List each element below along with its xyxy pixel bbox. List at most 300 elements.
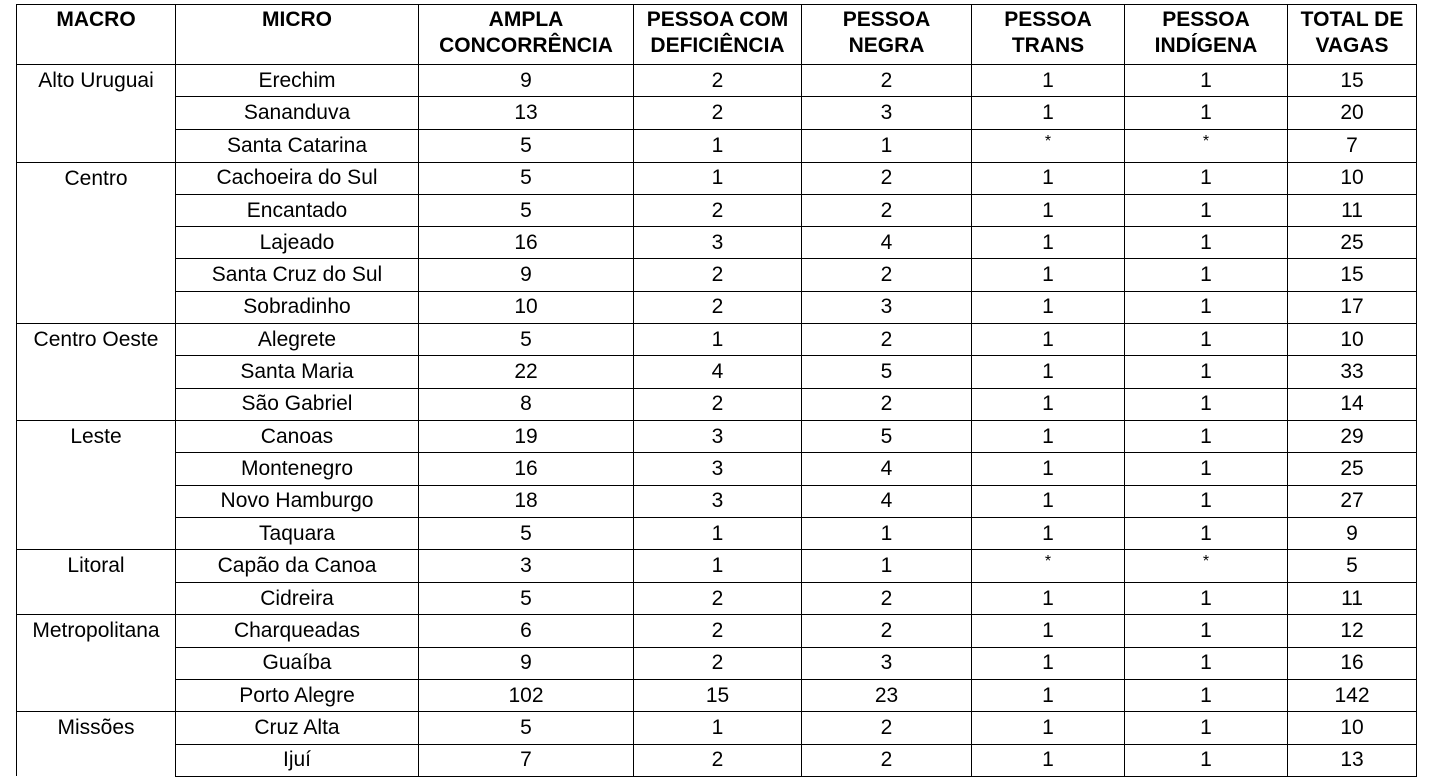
pcd-cell [634,550,802,583]
table-body [17,65,1417,777]
total-cell [1288,227,1417,259]
indigena-value: 1 [1200,651,1212,675]
pcd-value: 2 [711,295,724,319]
indigena-value: 1 [1200,715,1212,739]
indigena-value: 1 [1200,263,1212,287]
indigena-value: 1 [1200,456,1212,480]
ampla-value: 10 [514,295,538,319]
negra-cell [802,615,972,647]
total-cell [1288,485,1417,517]
total-value: 14 [1340,392,1364,416]
macro-cell: Alto Uruguai [17,65,176,163]
table-row [17,162,1417,194]
ampla-value: 16 [514,230,538,254]
total-cell [1288,744,1417,776]
micro-cell: Montenegro [176,453,419,485]
table-row [17,356,1417,388]
total-cell [1288,388,1417,420]
total-value: 10 [1340,327,1364,351]
ampla-value: 5 [520,715,532,739]
header-total-de-vagas: TOTAL DE VAGAS [1288,5,1417,65]
indigena-cell [1125,615,1288,647]
pcd-value: 3 [711,230,724,254]
ampla-value: 8 [520,392,532,416]
indigena-cell [1125,680,1288,712]
trans-value: 1 [1042,198,1054,222]
micro-cell: Ijuí [176,744,419,776]
ampla-cell [419,615,634,647]
indigena-value: * [1202,132,1210,150]
table-row [17,291,1417,323]
table-row [17,194,1417,226]
ampla-cell [419,517,634,549]
ampla-value: 18 [514,489,538,513]
total-value: 15 [1340,263,1364,287]
total-value: 12 [1340,619,1364,643]
macro-cell: Metropolitana [17,615,176,712]
vacancy-table [16,4,1417,777]
ampla-cell [419,680,634,712]
negra-cell [802,453,972,485]
micro-cell: Erechim [176,65,419,97]
total-cell [1288,65,1417,97]
total-cell [1288,647,1417,679]
trans-cell [972,420,1125,452]
total-value: 7 [1346,133,1358,157]
indigena-cell [1125,647,1288,679]
ampla-value: 22 [514,360,538,384]
negra-value: 2 [880,715,893,739]
pcd-value: 2 [711,263,724,287]
total-value: 13 [1340,748,1364,772]
indigena-value: 1 [1200,748,1212,772]
indigena-value: 1 [1200,392,1212,416]
trans-value: 1 [1042,456,1054,480]
ampla-cell [419,194,634,226]
trans-cell [972,712,1125,744]
ampla-cell [419,550,634,583]
ampla-cell [419,324,634,356]
micro-cell: Charqueadas [176,615,419,647]
indigena-cell [1125,259,1288,291]
negra-value: 5 [880,424,893,448]
table-row [17,324,1417,356]
table-row [17,97,1417,129]
trans-value: 1 [1042,619,1054,643]
negra-cell [802,517,972,549]
ampla-value: 9 [520,263,532,287]
pcd-cell [634,97,802,129]
total-cell [1288,324,1417,356]
ampla-cell [419,388,634,420]
pcd-cell [634,259,802,291]
ampla-value: 5 [520,166,532,190]
total-cell [1288,550,1417,583]
negra-value: 23 [874,683,899,707]
total-cell [1288,259,1417,291]
total-cell [1288,291,1417,323]
ampla-cell [419,647,634,679]
pcd-cell [634,194,802,226]
negra-value: 2 [880,166,893,190]
table-row [17,65,1417,97]
total-value: 11 [1341,586,1363,610]
negra-value: 5 [880,360,893,384]
table-row [17,647,1417,679]
total-value: 11 [1341,198,1363,222]
negra-cell [802,356,972,388]
table-row [17,583,1417,615]
trans-cell [972,65,1125,97]
ampla-value: 3 [520,554,532,578]
trans-value: 1 [1042,586,1054,610]
trans-value: 1 [1042,392,1054,416]
negra-value: 3 [880,295,893,319]
indigena-cell [1125,324,1288,356]
total-cell [1288,129,1417,162]
trans-cell [972,259,1125,291]
total-value: 9 [1346,521,1358,545]
negra-cell [802,647,972,679]
header-ampla-concorrencia: AMPLA CONCORRÊNCIA [419,5,634,65]
micro-cell: Cidreira [176,583,419,615]
pcd-value: 4 [711,360,724,384]
pcd-cell [634,647,802,679]
pcd-cell [634,65,802,97]
pcd-cell [634,712,802,744]
negra-cell [802,65,972,97]
ampla-value: 9 [520,651,532,675]
indigena-value: 1 [1200,619,1212,643]
trans-cell [972,647,1125,679]
pcd-cell [634,517,802,549]
trans-value: 1 [1042,166,1054,190]
negra-value: 4 [880,230,893,254]
trans-cell [972,744,1125,776]
micro-cell: São Gabriel [176,388,419,420]
pcd-value: 1 [711,133,724,157]
trans-value: 1 [1042,295,1054,319]
pcd-cell [634,453,802,485]
total-value: 5 [1346,554,1358,578]
negra-value: 1 [880,521,893,545]
total-cell [1288,453,1417,485]
trans-cell [972,129,1125,162]
indigena-cell [1125,453,1288,485]
trans-value: 1 [1042,68,1054,92]
ampla-cell [419,97,634,129]
table-row [17,744,1417,776]
trans-cell [972,227,1125,259]
pcd-value: 2 [711,100,724,124]
ampla-cell [419,291,634,323]
negra-cell [802,259,972,291]
ampla-value: 102 [508,683,544,707]
micro-cell: Capão da Canoa [176,550,419,583]
trans-cell [972,291,1125,323]
indigena-cell [1125,129,1288,162]
negra-cell [802,420,972,452]
negra-value: 2 [880,263,893,287]
negra-cell [802,550,972,583]
total-value: 29 [1340,424,1364,448]
ampla-cell [419,583,634,615]
ampla-cell [419,744,634,776]
micro-cell: Alegrete [176,324,419,356]
micro-cell: Novo Hamburgo [176,485,419,517]
pcd-value: 2 [711,651,724,675]
total-cell [1288,583,1417,615]
total-value: 33 [1340,360,1364,384]
indigena-cell [1125,744,1288,776]
trans-value: 1 [1042,230,1054,254]
pcd-cell [634,227,802,259]
trans-value: 1 [1042,360,1054,384]
indigena-value: 1 [1200,68,1212,92]
micro-cell: Cruz Alta [176,712,419,744]
pcd-value: 1 [711,166,724,190]
trans-cell [972,97,1125,129]
negra-value: 3 [880,651,893,675]
micro-cell: Canoas [176,420,419,452]
indigena-cell [1125,583,1288,615]
total-value: 142 [1334,683,1370,707]
micro-cell: Santa Maria [176,356,419,388]
pcd-value: 15 [705,683,730,707]
total-value: 15 [1340,68,1364,92]
ampla-value: 5 [520,133,532,157]
indigena-value: 1 [1200,424,1212,448]
indigena-value: 1 [1200,360,1212,384]
negra-value: 3 [880,100,893,124]
ampla-cell [419,259,634,291]
pcd-cell [634,420,802,452]
trans-cell [972,680,1125,712]
total-cell [1288,420,1417,452]
negra-value: 2 [880,586,893,610]
trans-value: 1 [1042,489,1054,513]
indigena-value: 1 [1200,489,1212,513]
trans-value: * [1044,553,1052,571]
indigena-cell [1125,162,1288,194]
ampla-cell [419,453,634,485]
macro-cell: Centro [17,162,176,323]
total-cell [1288,356,1417,388]
macro-cell: Missões [17,712,176,777]
header-pessoa-trans: PESSOA TRANS [972,5,1125,65]
trans-value: 1 [1042,683,1054,707]
table-row [17,453,1417,485]
trans-value: 1 [1042,651,1054,675]
micro-cell: Santa Catarina [176,129,419,162]
negra-value: 2 [880,68,893,92]
ampla-cell [419,129,634,162]
indigena-value: 1 [1200,166,1212,190]
ampla-cell [419,227,634,259]
table-row [17,615,1417,647]
total-value: 16 [1340,651,1364,675]
micro-cell: Lajeado [176,227,419,259]
negra-cell [802,291,972,323]
negra-value: 4 [880,489,893,513]
total-cell [1288,517,1417,549]
negra-cell [802,97,972,129]
negra-cell [802,712,972,744]
table-row [17,517,1417,549]
table-row [17,550,1417,583]
header-micro: MICRO [176,5,419,65]
trans-value: 1 [1042,263,1054,287]
trans-cell [972,388,1125,420]
negra-cell [802,583,972,615]
total-cell [1288,712,1417,744]
total-value: 10 [1340,166,1364,190]
negra-cell [802,485,972,517]
total-value: 20 [1340,100,1364,124]
total-cell [1288,615,1417,647]
indigena-value: 1 [1200,327,1212,351]
negra-value: 2 [880,619,893,643]
ampla-value: 7 [520,748,532,772]
trans-cell [972,194,1125,226]
negra-cell [802,129,972,162]
pcd-value: 2 [711,748,724,772]
ampla-cell [419,162,634,194]
trans-cell [972,485,1125,517]
macro-cell: Centro Oeste [17,324,176,421]
total-cell [1288,680,1417,712]
micro-cell: Sananduva [176,97,419,129]
indigena-cell [1125,550,1288,583]
micro-cell: Santa Cruz do Sul [176,259,419,291]
micro-cell: Cachoeira do Sul [176,162,419,194]
indigena-value: 1 [1200,198,1212,222]
indigena-value: 1 [1200,100,1212,124]
negra-value: 1 [880,133,893,157]
indigena-cell [1125,420,1288,452]
indigena-cell [1125,291,1288,323]
pcd-value: 2 [711,392,724,416]
ampla-value: 19 [514,424,538,448]
table-row [17,712,1417,744]
trans-value: 1 [1042,715,1054,739]
indigena-cell [1125,517,1288,549]
trans-value: * [1044,132,1052,150]
total-value: 17 [1340,295,1364,319]
total-value: 27 [1340,489,1364,513]
indigena-cell [1125,485,1288,517]
micro-cell: Sobradinho [176,291,419,323]
indigena-value: 1 [1200,230,1212,254]
header-pessoa-com-deficiencia: PESSOA COM DEFICIÊNCIA [634,5,802,65]
trans-value: 1 [1042,100,1054,124]
table-row [17,129,1417,162]
ampla-value: 5 [520,327,532,351]
total-value: 10 [1340,715,1364,739]
pcd-cell [634,324,802,356]
negra-value: 2 [880,327,893,351]
trans-value: 1 [1042,748,1054,772]
indigena-value: 1 [1200,683,1212,707]
pcd-value: 1 [711,327,724,351]
macro-cell: Leste [17,420,176,549]
table-row [17,388,1417,420]
trans-cell [972,453,1125,485]
ampla-value: 13 [514,100,538,124]
trans-cell [972,356,1125,388]
table-row [17,227,1417,259]
ampla-cell [419,485,634,517]
trans-value: 1 [1042,327,1054,351]
trans-cell [972,583,1125,615]
pcd-value: 3 [711,489,724,513]
negra-cell [802,162,972,194]
indigena-cell [1125,388,1288,420]
indigena-value: * [1202,553,1210,571]
trans-value: 1 [1042,521,1054,545]
pcd-cell [634,291,802,323]
indigena-cell [1125,712,1288,744]
ampla-cell [419,65,634,97]
ampla-cell [419,356,634,388]
pcd-value: 1 [711,521,724,545]
negra-value: 2 [880,198,893,222]
negra-cell [802,194,972,226]
negra-cell [802,227,972,259]
total-cell [1288,162,1417,194]
trans-cell [972,324,1125,356]
trans-value: 1 [1042,424,1054,448]
pcd-cell [634,583,802,615]
pcd-value: 2 [711,619,724,643]
total-value: 25 [1340,230,1364,254]
pcd-cell [634,388,802,420]
indigena-cell [1125,194,1288,226]
indigena-value: 1 [1200,295,1212,319]
indigena-value: 1 [1200,521,1212,545]
total-cell [1288,97,1417,129]
pcd-cell [634,129,802,162]
micro-cell: Guaíba [176,647,419,679]
indigena-value: 1 [1200,586,1212,610]
pcd-cell [634,485,802,517]
negra-value: 1 [880,554,893,578]
indigena-cell [1125,227,1288,259]
negra-cell [802,680,972,712]
macro-cell: Litoral [17,550,176,615]
pcd-cell [634,744,802,776]
trans-cell [972,517,1125,549]
ampla-cell [419,420,634,452]
negra-cell [802,324,972,356]
pcd-cell [634,680,802,712]
negra-cell [802,744,972,776]
negra-value: 2 [880,748,893,772]
header-row [17,5,1417,65]
pcd-cell [634,615,802,647]
trans-cell [972,162,1125,194]
ampla-cell [419,712,634,744]
pcd-value: 2 [711,586,724,610]
ampla-value: 5 [520,198,532,222]
trans-cell [972,615,1125,647]
pcd-cell [634,162,802,194]
ampla-value: 5 [520,586,532,610]
micro-cell: Encantado [176,194,419,226]
pcd-value: 2 [711,198,724,222]
ampla-value: 5 [520,521,532,545]
micro-cell: Taquara [176,517,419,549]
